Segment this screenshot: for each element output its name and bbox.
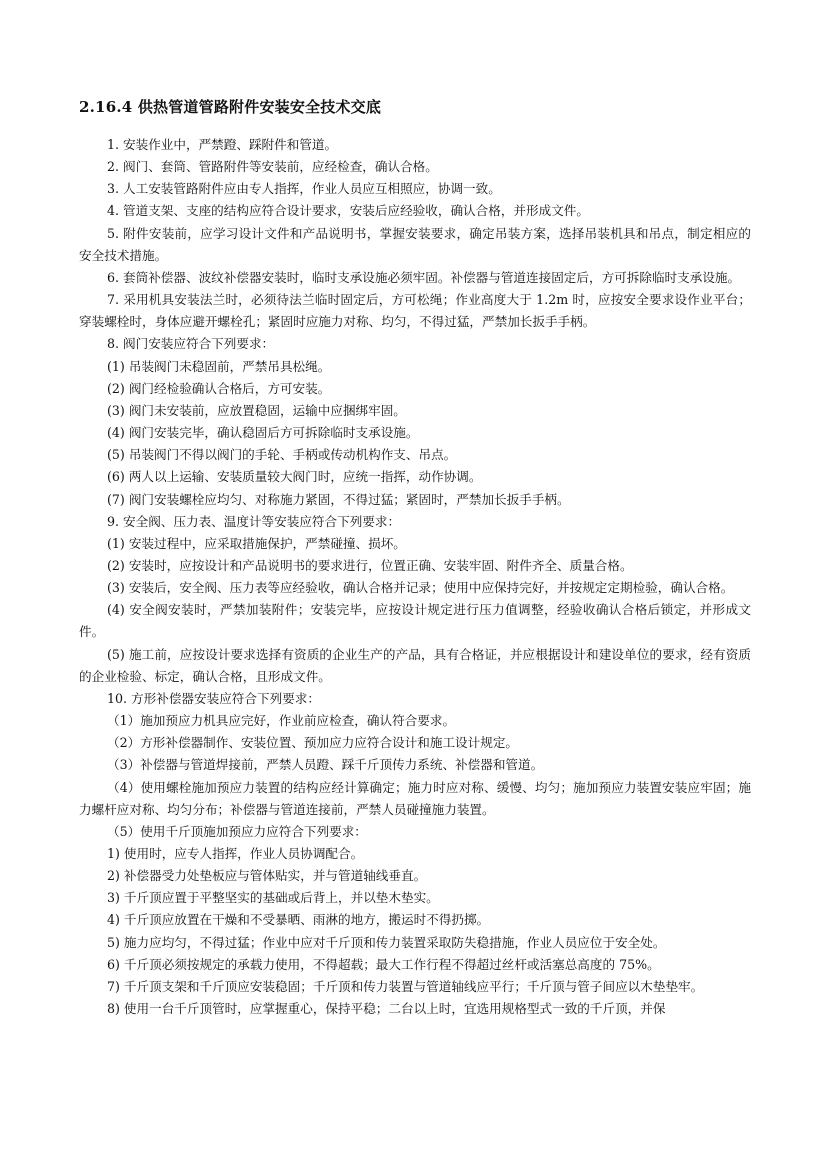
instrument-requirement-4: (4) 安全阀安装时，严禁加装附件；安装完毕，应按设计规定进行压力值调整，经验收确认合格后锁定，并形成文件。	[79, 602, 751, 640]
jack-requirement-7: 7) 千斤顶支架和千斤顶应安装稳固；千斤顶和传力装置与管道轴线应平行；千斤顶与管子间应以木垫垫牢。	[107, 978, 704, 994]
jack-requirement-6: 6) 千斤顶必须按规定的承载力使用，不得超载；最大工作行程不得超过丝杆或活塞总高度的 75%。	[107, 956, 660, 972]
paragraph-item-8: 8. 阀门安装应符合下列要求：	[107, 336, 275, 352]
valve-requirement-3: (3) 阀门未安装前，应放置稳固，运输中应捆绑牢固。	[107, 402, 406, 418]
jack-requirement-8: 8) 使用一台千斤顶管时，应掌握重心，保持平稳；二台以上时，宜选用规格型式一致的千斤顶，并保	[107, 1001, 666, 1017]
compensator-requirement-4: （4）使用螺栓施加预应力装置的结构应经计算确定；施力时应对称、缓慢、均匀；施加预应力装置安装应牢固；施力螺杆应对称、均匀分布；补偿器与管道连接前，严禁人员碰撞施力装置。	[79, 779, 751, 817]
valve-requirement-1: (1) 吊装阀门未稳固前，严禁吊具松绳。	[107, 358, 331, 374]
valve-requirement-5: (5) 吊装阀门不得以阀门的手轮、手柄或传动机构作支、吊点。	[107, 447, 457, 463]
instrument-requirement-1: (1) 安装过程中，应采取措施保护，严禁碰撞、损坏。	[107, 535, 406, 551]
paragraph-item-5: 5. 附件安装前，应学习设计文件和产品说明书，掌握安装要求，确定吊装方案，选择吊装机具和吊点，制定相应的安全技术措施。	[79, 225, 751, 263]
paragraph-item-1: 1. 安装作业中，严禁蹬、踩附件和管道。	[107, 137, 338, 152]
instrument-requirement-2: (2) 安装时，应按设计和产品说明书的要求进行，位置正确、安装牢固、附件齐全、质量合格。	[107, 557, 633, 573]
paragraph-item-4: 4. 管道支架、支座的结构应符合设计要求，安装后应经验收，确认合格，并形成文件。	[107, 203, 589, 219]
valve-requirement-7: (7) 阀门安装螺栓应均匀、对称施力紧固，不得过猛；紧固时，严禁加长扳手手柄。	[107, 491, 570, 507]
paragraph-item-2: 2. 阀门、套筒、管路附件等安装前，应经检查，确认合格。	[107, 159, 438, 175]
valve-requirement-4: (4) 阀门安装完毕，确认稳固后方可拆除临时支承设施。	[107, 425, 419, 441]
paragraph-item-10: 10. 方形补偿器安装应符合下列要求：	[107, 690, 320, 706]
jack-requirement-2: 2) 补偿器受力处垫板应与管体贴实，并与管道轴线垂直。	[107, 868, 427, 884]
instrument-requirement-3: (3) 安装后，安全阀、压力表等应经验收，确认合格并记录；使用中应保持完好，并按规定定期检验，确认合格。	[107, 580, 734, 596]
jack-requirement-3: 3) 千斤顶应置于平整坚实的基础或后背上，并以垫木垫实。	[107, 890, 439, 906]
compensator-requirement-5: （5）使用千斤顶施加预应力应符合下列要求：	[107, 823, 367, 839]
compensator-requirement-2: （2）方形补偿器制作、安装位置、预加应力应符合设计和施工设计规定。	[107, 735, 519, 751]
paragraph-item-9: 9. 安全阀、压力表、温度计等安装应符合下列要求：	[107, 513, 401, 529]
valve-requirement-6: (6) 两人以上运输、安装质量较大阀门时，应统一指挥，动作协调。	[107, 469, 482, 485]
valve-requirement-2: (2) 阀门经检验确认合格后，方可安装。	[107, 380, 331, 396]
paragraph-item-7: 7. 采用机具安装法兰时，必须待法兰临时固定后，方可松绳；作业高度大于 1.2m 时，应按安全要求设作业平台；穿装螺栓时，身体应避开螺栓孔；紧固时应施力对称、均匀，不得过猛，严禁加长扳手手柄。	[79, 292, 751, 330]
compensator-requirement-1: （1）施加预应力机具应完好，作业前应检查，确认符合要求。	[107, 713, 456, 729]
jack-requirement-1: 1) 使用时，应专人指挥，作业人员协调配合。	[107, 846, 364, 861]
section-heading: 2.16.4 供热管道管路附件安装安全技术交底	[79, 98, 382, 116]
paragraph-item-3: 3. 人工安装管路附件应由专人指挥，作业人员应互相照应，协调一致。	[107, 181, 501, 197]
compensator-requirement-3: （3）补偿器与管道焊接前，严禁人员蹬、踩千斤顶传力系统、补偿器和管道。	[107, 757, 544, 773]
jack-requirement-4: 4) 千斤顶应放置在干燥和不受暴晒、雨淋的地方，搬运时不得扔掷。	[107, 912, 490, 928]
jack-requirement-5: 5) 施力应均匀，不得过猛；作业中应对千斤顶和传力装置采取防失稳措施，作业人员应位于安全处。	[107, 934, 666, 950]
paragraph-item-6: 6. 套筒补偿器、波纹补偿器安装时，临时支承设施必须牢固。补偿器与管道连接固定后，方可拆除临时支承设施。	[107, 269, 741, 285]
document-body	[79, 134, 751, 1020]
instrument-requirement-5: (5) 施工前，应按设计要求选择有资质的企业生产的产品，具有合格证，并应根据设计和建设单位的要求，经有资质的企业检验、标定，确认合格，且形成文件。	[79, 646, 751, 684]
